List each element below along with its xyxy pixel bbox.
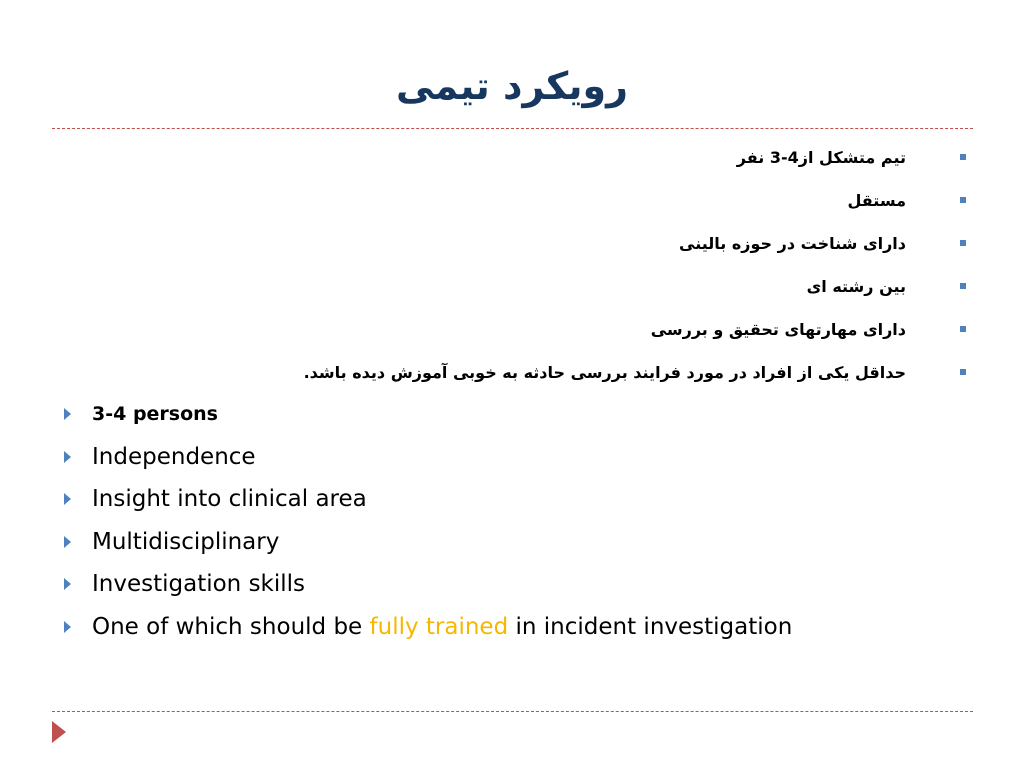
english-bullet-text: Independence (92, 443, 256, 470)
slide-title: رویکرد تیمی (396, 64, 628, 108)
triangle-bullet-icon (64, 493, 71, 505)
square-bullet-icon (960, 326, 966, 332)
persian-bullet-item (200, 313, 966, 356)
persian-bullet-item (200, 184, 966, 227)
english-bullet-text (92, 606, 792, 648)
persian-bullet-item (200, 227, 966, 270)
english-bullet-item (60, 606, 960, 649)
english-bullet-item (60, 393, 960, 436)
english-bullet-text-end: in incident investigation (508, 613, 793, 640)
square-bullet-icon (960, 154, 966, 160)
next-slide-arrow-icon[interactable] (52, 721, 66, 743)
english-bullet-text: 3-4 persons (92, 403, 218, 425)
persian-bullet-text: بین رشته ای (806, 277, 906, 296)
english-bullet-text-start: One of which should be (92, 613, 370, 640)
english-bullet-list (60, 393, 960, 649)
persian-bullet-text: تیم متشکل از4-3 نفر (736, 148, 906, 167)
square-bullet-icon (960, 197, 966, 203)
english-bullet-item (60, 436, 960, 479)
triangle-bullet-icon (64, 536, 71, 548)
persian-bullet-item (200, 141, 966, 184)
english-bullet-item (60, 563, 960, 606)
english-bullet-text: Multidisciplinary (92, 528, 280, 555)
persian-bullet-text: حداقل یکی از افراد در مورد فرایند بررسی حادثه به خوبی آموزش دیده باشد. (303, 363, 906, 382)
square-bullet-icon (960, 240, 966, 246)
persian-bullet-text: دارای شناخت در حوزه بالینی (679, 234, 906, 253)
top-divider (52, 128, 973, 129)
english-bullet-text: Investigation skills (92, 571, 306, 598)
square-bullet-icon (960, 283, 966, 289)
persian-bullet-text: مستقل (847, 191, 906, 210)
triangle-bullet-icon (64, 451, 71, 463)
english-bullet-item (60, 478, 960, 521)
square-bullet-icon (960, 369, 966, 375)
bottom-divider (52, 711, 973, 712)
english-bullet-item (60, 521, 960, 564)
persian-bullet-item (200, 270, 966, 313)
english-bullet-text: Insight into clinical area (92, 486, 367, 513)
persian-bullet-text: دارای مهارتهای تحقیق و بررسی (650, 320, 906, 339)
triangle-bullet-icon (64, 408, 71, 420)
triangle-bullet-icon (64, 621, 71, 633)
triangle-bullet-icon (64, 578, 71, 590)
persian-bullet-list (200, 141, 966, 399)
highlighted-text: fully trained (369, 613, 509, 640)
